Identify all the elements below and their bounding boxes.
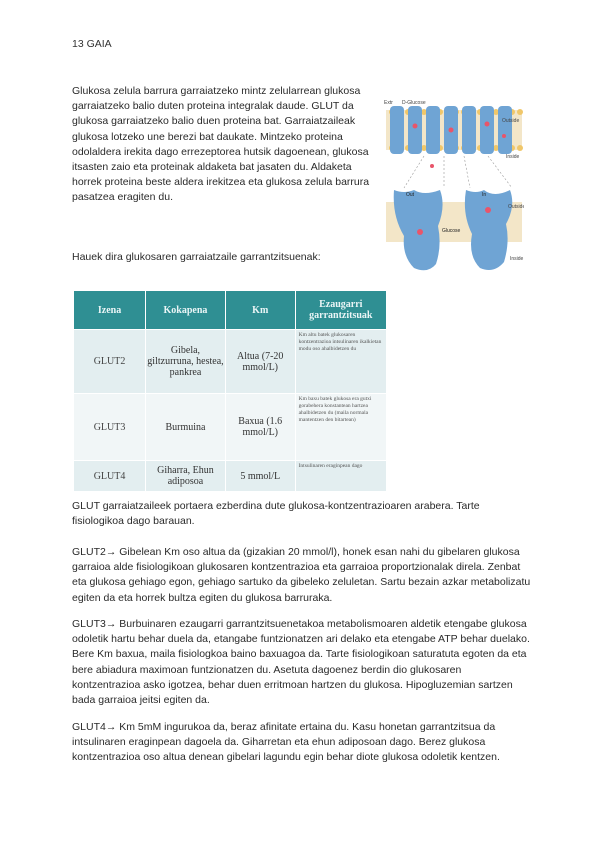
cell-features: Intsulinaren eraginpean dago: [295, 461, 386, 492]
label-glucose: Glucose: [442, 228, 461, 234]
glut-transporter-figure: [384, 96, 524, 278]
label-d-glucose: D-Glucose: [402, 100, 426, 106]
glut4-paragraph: GLUT4→ Km 5mM ingurukoa da, beraz afinitate ertaina du. Kasu honetan garrantzitsua da intsulinaren eraginpean dagoela da. Giharretan eta ehun adiposoan dago. Berez glukosa kontzentrazioa oso altua denean gibelari lagundu egin behar diote glukosa odoletik kentzen.: [72, 721, 500, 764]
transporter-diagram: [384, 96, 524, 278]
header-features: Ezaugarri garrantzitsuak: [295, 291, 386, 330]
cell-name: GLUT4: [74, 461, 146, 492]
header-km: Km: [225, 291, 295, 330]
label-outside: Outside: [502, 118, 520, 124]
table-header-row: [74, 291, 387, 330]
cell-location: Burmuina: [146, 394, 226, 461]
glut2-paragraph: GLUT2→ Gibelean Km oso altua da (gizakian 20 mmol/l), honek esan nahi du gibelaren glukosa garraioa alde fisiologikoan glukosaren kontzentrazioa eta garraioa proportzionalak direla. Zenbat eta glukosa gehiago egon, gehiago sartuko da gibeleko zeluletan. Sartu bezain azkar metabolizatu egiten da eta horrek bultza egiten du glukosa barruraka.: [72, 546, 531, 604]
table-row: [74, 330, 387, 394]
label-out: Out: [406, 192, 415, 198]
cell-km: 5 mmol/L: [225, 461, 295, 492]
table-row: [74, 394, 387, 461]
transporters-intro: Hauek dira glukosaren garraiatzaile garrantzitsuenak:: [72, 251, 321, 263]
header-name: Izena: [74, 291, 146, 330]
glut-table: [73, 290, 387, 492]
label-inside-2: Inside: [510, 256, 524, 262]
glut-behaviour-paragraph: GLUT garraiatzaileek portaera ezberdina dute glukosa-kontzentrazioaren arabera. Tarte fisiologikoa dago barauan.: [72, 500, 480, 528]
glut3-paragraph: GLUT3→ Burbuinaren ezaugarri garrantzitsuenetakoa metabolismoaren aldetik etengabe glukosa odoletik hartu behar duela da, etangabe funtzionatzen ari delako eta etengabe ATP behar duelako. Bere Km baxua, maila fisiologkoa baino baxuagoa da. Tarte fisiologikoan saturatuta egoten da eta bere abiadura maximoan funtzionatzen du. Asetuta dagoenez berdin dio glukosaren kontzentrazioa asko igotzea, behar duen erritmoan hartzen du glukosa. Hipogluzemian sartzen bada garraioa jeitsi egiten da.: [72, 618, 530, 707]
cell-features: Km baxu batek glukosa era gutxi gorabehera konstantean hartzea ahalbidetzen du (maila normala mantentzen den bitartean): [295, 394, 386, 461]
label-in: In: [482, 192, 487, 198]
cell-name: GLUT2: [74, 330, 146, 394]
cell-km: Baxua (1.6 mmol/L): [225, 394, 295, 461]
page-header: 13 GAIA: [72, 38, 112, 50]
intro-paragraph: Glukosa zelula barrura garraiatzeko mintz zelularrean glukosa garraiatzeko balio duten proteina integralak daude. GLUT da glukosa garraiatzeko balio duen proteina bat. Garraiatzaileak glukosa lotzeko une berezi bat daukate. Mintzeko proteina odolaldera irekita dago errezeptorea hutsik dagoenean, glukosa itsasten zaio eta proteinak aldaketa bat jasaten du. Aldaketa horrek proteina beste aldera irekitzea eta glukosa zelula barrura pasatzea eragiten du.: [72, 85, 370, 204]
cell-location: Giharra, Ehun adiposoa: [146, 461, 226, 492]
table-row: [74, 461, 387, 492]
label-outside-2: Outside: [508, 204, 524, 210]
cell-location: Gibela, giltzurruna, hestea, pankrea: [146, 330, 226, 394]
header-location: Kokapena: [146, 291, 226, 330]
cell-name: GLUT3: [74, 394, 146, 461]
cell-km: Altua (7-20 mmol/L): [225, 330, 295, 394]
cell-features: Km altu batek glukosaren kontzentrazioa intsulinaren ikalkietan modu oso ahalbidetzen du: [295, 330, 386, 394]
label-extr: Extr: [384, 100, 393, 106]
label-inside: Inside: [506, 154, 520, 160]
